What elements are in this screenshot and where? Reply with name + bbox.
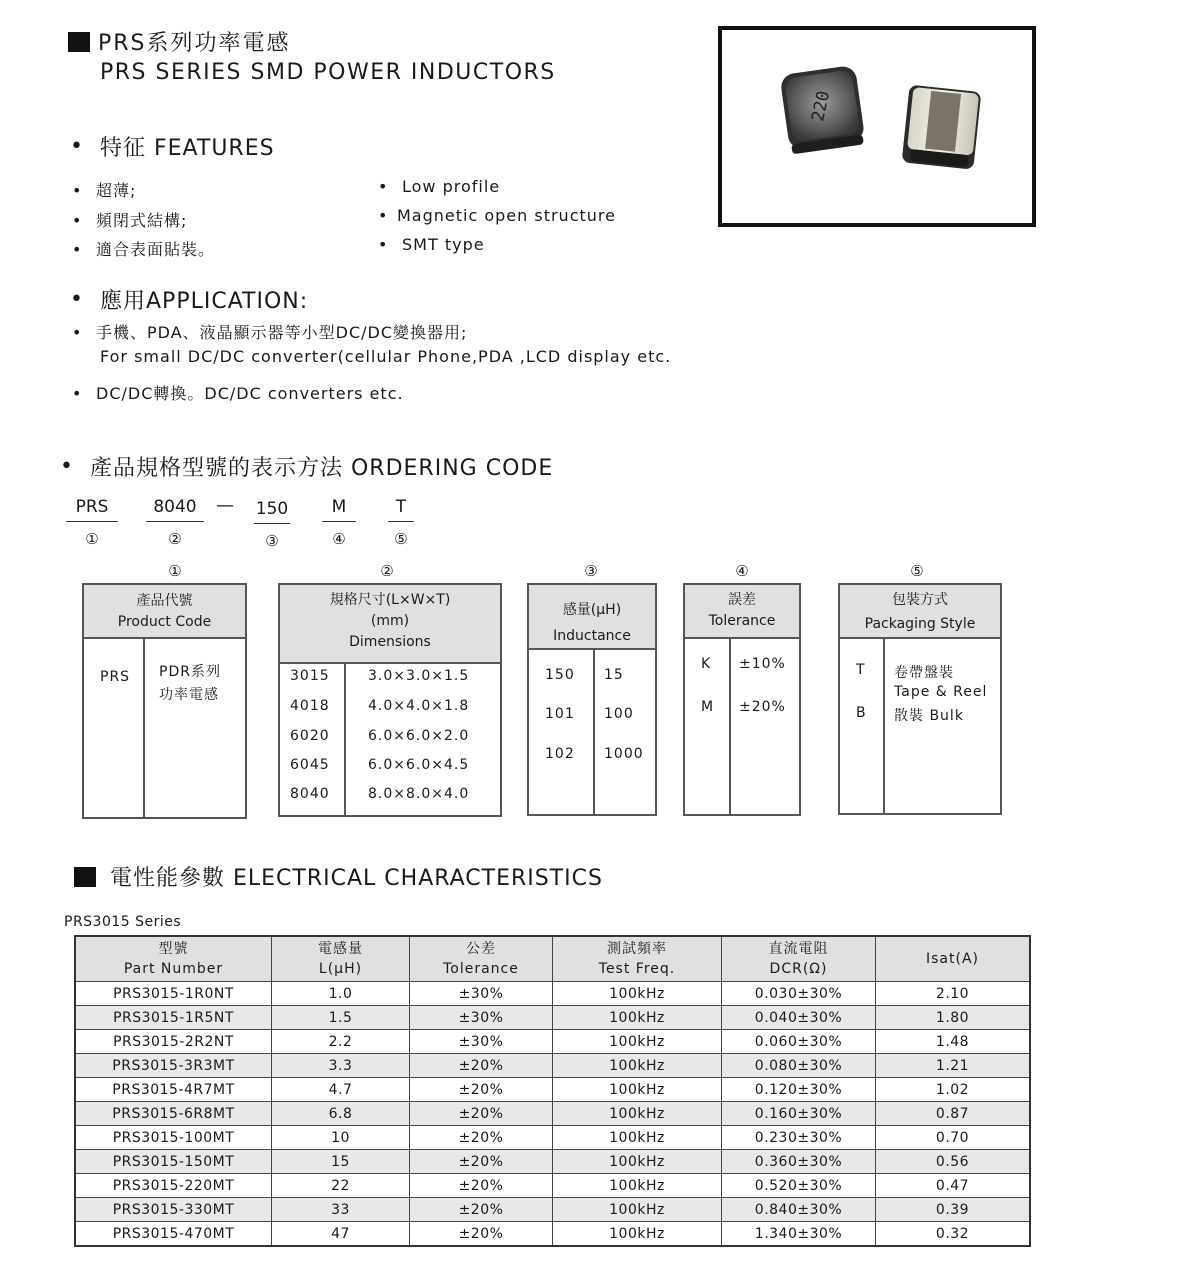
table-cell: 0.87 [876, 1102, 1031, 1126]
box-number: ④ [735, 562, 749, 580]
dimensions-header: 規格尺寸(L×W×T) (mm) Dimensions [280, 585, 500, 664]
table-cell: ±20% [410, 1150, 553, 1174]
table-cell: 6.8 [272, 1102, 410, 1126]
table-body [75, 982, 1030, 1247]
box-number: ⑤ [910, 562, 924, 580]
inductor-image [722, 30, 1032, 223]
table-cell: 100kHz [553, 1102, 722, 1126]
feature-en-item: • SMT type [378, 235, 485, 254]
inductance-value: 1000 [604, 746, 644, 762]
table-cell: PRS3015-220MT [75, 1174, 272, 1198]
table-row [75, 1102, 1030, 1126]
table-cell: 0.70 [876, 1126, 1031, 1150]
table-cell: 100kHz [553, 1126, 722, 1150]
inductance-code: 101 [545, 706, 575, 722]
application-item-2: • DC/DC轉換。DC/DC converters etc. [72, 384, 404, 403]
table-cell: 0.030±30% [722, 982, 876, 1006]
feature-en-item: • Low profile [378, 177, 501, 196]
table-cell: 0.120±30% [722, 1078, 876, 1102]
packaging-code: T [856, 662, 866, 678]
table-cell: ±20% [410, 1174, 553, 1198]
table-cell: 100kHz [553, 1150, 722, 1174]
application-item-en: For small DC/DC converter(cellular Phone,PDA ,LCD display etc. [100, 347, 672, 366]
code-part-series: PRS ① [66, 497, 118, 548]
table-cell: PRS3015-1R5NT [75, 1006, 272, 1030]
bullet-icon: • [70, 287, 84, 312]
table-cell: 100kHz [553, 1006, 722, 1030]
packaging-desc: 卷帶盤裝 [894, 665, 954, 681]
table-row [75, 1006, 1030, 1030]
packaging-box [838, 583, 1002, 815]
dimension-code: 8040 [290, 786, 330, 802]
table-cell: PRS3015-6R8MT [75, 1102, 272, 1126]
table-cell: ±20% [410, 1222, 553, 1247]
column-header: Isat(A) [876, 936, 1031, 982]
feature-en-item: • Magnetic open structure [378, 206, 616, 225]
table-cell: PRS3015-1R0NT [75, 982, 272, 1006]
box-number: ② [380, 562, 394, 580]
box-number: ① [168, 562, 182, 580]
table-cell: 100kHz [553, 1198, 722, 1222]
series-label: PRS3015 Series [64, 914, 182, 930]
table-row [75, 982, 1030, 1006]
table-cell: PRS3015-330MT [75, 1198, 272, 1222]
bullet-icon: • [60, 454, 74, 479]
inductance-box [527, 583, 657, 816]
tolerance-value: ±10% [739, 656, 786, 672]
dimension-code: 4018 [290, 698, 330, 714]
table-cell: ±20% [410, 1054, 553, 1078]
table-cell: ±20% [410, 1078, 553, 1102]
table-cell: 3.3 [272, 1054, 410, 1078]
table-cell: PRS3015-100MT [75, 1126, 272, 1150]
product-code-value: PRS [100, 669, 131, 685]
product-code-desc: PDR系列 [159, 664, 221, 680]
bullet-icon: • [70, 134, 84, 159]
table-cell: 1.340±30% [722, 1222, 876, 1247]
table-cell: PRS3015-4R7MT [75, 1078, 272, 1102]
table-cell: 0.520±30% [722, 1174, 876, 1198]
table-cell: 100kHz [553, 1030, 722, 1054]
table-cell: 15 [272, 1150, 410, 1174]
table-cell: 4.7 [272, 1078, 410, 1102]
table-cell: ±20% [410, 1126, 553, 1150]
packaging-header: 包裝方式 Packaging Style [840, 585, 1000, 639]
inductance-value: 100 [604, 706, 634, 722]
column-header: 型號 Part Number [75, 936, 272, 982]
table-row [75, 1174, 1030, 1198]
product-code-header: 產品代號 Product Code [84, 585, 245, 639]
column-header: 測試頻率 Test Freq. [553, 936, 722, 982]
table-cell: 1.48 [876, 1030, 1031, 1054]
table-cell: 0.360±30% [722, 1150, 876, 1174]
table-cell: 33 [272, 1198, 410, 1222]
electrical-heading: 電性能參數 ELECTRICAL CHARACTERISTICS [74, 861, 603, 892]
product-photo [718, 26, 1036, 227]
table-cell: 0.160±30% [722, 1102, 876, 1126]
table-cell: PRS3015-3R3MT [75, 1054, 272, 1078]
code-part-dimension: 8040 ② [146, 497, 204, 548]
feature-cn-item: • 適合表面貼裝。 [72, 240, 216, 259]
code-part-inductance: 150 ③ [255, 499, 289, 550]
table-cell: 1.5 [272, 1006, 410, 1030]
ordering-heading: • 產品規格型號的表示方法 ORDERING CODE [60, 454, 554, 481]
table-row [75, 1222, 1030, 1247]
square-bullet-icon [68, 32, 90, 52]
dimension-value: 3.0×3.0×1.5 [368, 668, 470, 684]
table-cell: ±30% [410, 1006, 553, 1030]
dimension-code: 3015 [290, 668, 330, 684]
dimensions-box [278, 583, 502, 817]
table-cell: 0.040±30% [722, 1006, 876, 1030]
box-number: ③ [584, 562, 598, 580]
table-cell: 100kHz [553, 1222, 722, 1247]
dimension-code: 6020 [290, 728, 330, 744]
features-heading: • 特征 FEATURES [70, 134, 275, 161]
table-cell: 0.56 [876, 1150, 1031, 1174]
tolerance-code: M [701, 699, 715, 715]
code-dash: — [216, 495, 234, 516]
tolerance-header: 誤差 Tolerance [685, 585, 799, 639]
table-row [75, 1054, 1030, 1078]
table-cell: 100kHz [553, 982, 722, 1006]
table-cell: 2.10 [876, 982, 1031, 1006]
table-cell: 1.21 [876, 1054, 1031, 1078]
table-cell: 0.47 [876, 1174, 1031, 1198]
table-cell: 0.840±30% [722, 1198, 876, 1222]
table-cell: 0.080±30% [722, 1054, 876, 1078]
table-cell: ±30% [410, 1030, 553, 1054]
table-cell: PRS3015-470MT [75, 1222, 272, 1247]
dimension-value: 8.0×8.0×4.0 [368, 786, 470, 802]
table-cell: 1.80 [876, 1006, 1031, 1030]
table-cell: 47 [272, 1222, 410, 1247]
dimension-code: 6045 [290, 757, 330, 773]
table-cell: 22 [272, 1174, 410, 1198]
dimension-value: 4.0×4.0×1.8 [368, 698, 470, 714]
table-cell: 2.2 [272, 1030, 410, 1054]
inductor-marking: 220 [808, 89, 835, 124]
table-row [75, 1078, 1030, 1102]
column-header: 電感量 L(μH) [272, 936, 410, 982]
table-cell: 1.02 [876, 1078, 1031, 1102]
table-header-row [75, 936, 1030, 982]
table-cell: ±30% [410, 982, 553, 1006]
inductance-code: 102 [545, 746, 575, 762]
table-row [75, 1150, 1030, 1174]
inductance-value: 15 [604, 667, 624, 683]
tolerance-value: ±20% [739, 699, 786, 715]
table-row [75, 1126, 1030, 1150]
product-code-box [82, 583, 247, 819]
table-cell: 0.230±30% [722, 1126, 876, 1150]
application-heading: • 應用APPLICATION: [70, 287, 309, 314]
feature-cn-item: • 超薄; [72, 181, 137, 200]
table-row [75, 1030, 1030, 1054]
table-row [75, 1198, 1030, 1222]
packaging-code: B [856, 705, 867, 721]
tolerance-code: K [701, 656, 712, 672]
code-part-tolerance: M ④ [322, 497, 356, 548]
table-cell: 100kHz [553, 1174, 722, 1198]
tolerance-box [683, 583, 801, 816]
feature-cn-item: • 頻閉式結構; [72, 211, 188, 230]
dimension-value: 6.0×6.0×2.0 [368, 728, 470, 744]
table-cell: 1.0 [272, 982, 410, 1006]
code-part-packaging: T ⑤ [388, 497, 414, 548]
packaging-desc: 散裝 Bulk [894, 708, 964, 724]
page-title-cn: PRS系列功率電感 [68, 26, 291, 57]
application-item-cn: • 手機、PDA、液晶顯示器等小型DC/DC變換器用; [72, 323, 468, 342]
table-cell: ±20% [410, 1198, 553, 1222]
dimension-value: 6.0×6.0×4.5 [368, 757, 470, 773]
table-cell: 0.39 [876, 1198, 1031, 1222]
electrical-table [74, 935, 1031, 1247]
page-title-en: PRS SERIES SMD POWER INDUCTORS [100, 60, 556, 85]
table-cell: 0.060±30% [722, 1030, 876, 1054]
column-header: 直流電阻 DCR(Ω) [722, 936, 876, 982]
packaging-desc: Tape & Reel [894, 684, 988, 700]
table-cell: PRS3015-150MT [75, 1150, 272, 1174]
table-cell: 10 [272, 1126, 410, 1150]
table-cell: ±20% [410, 1102, 553, 1126]
product-code-desc: 功率電感 [159, 687, 219, 703]
table-cell: 100kHz [553, 1078, 722, 1102]
inductance-code: 150 [545, 667, 575, 683]
table-cell: PRS3015-2R2NT [75, 1030, 272, 1054]
column-header: 公差 Tolerance [410, 936, 553, 982]
square-bullet-icon [74, 867, 96, 887]
table-cell: 100kHz [553, 1054, 722, 1078]
table-cell: 0.32 [876, 1222, 1031, 1247]
inductance-header: 感量(μH) Inductance [529, 585, 655, 650]
